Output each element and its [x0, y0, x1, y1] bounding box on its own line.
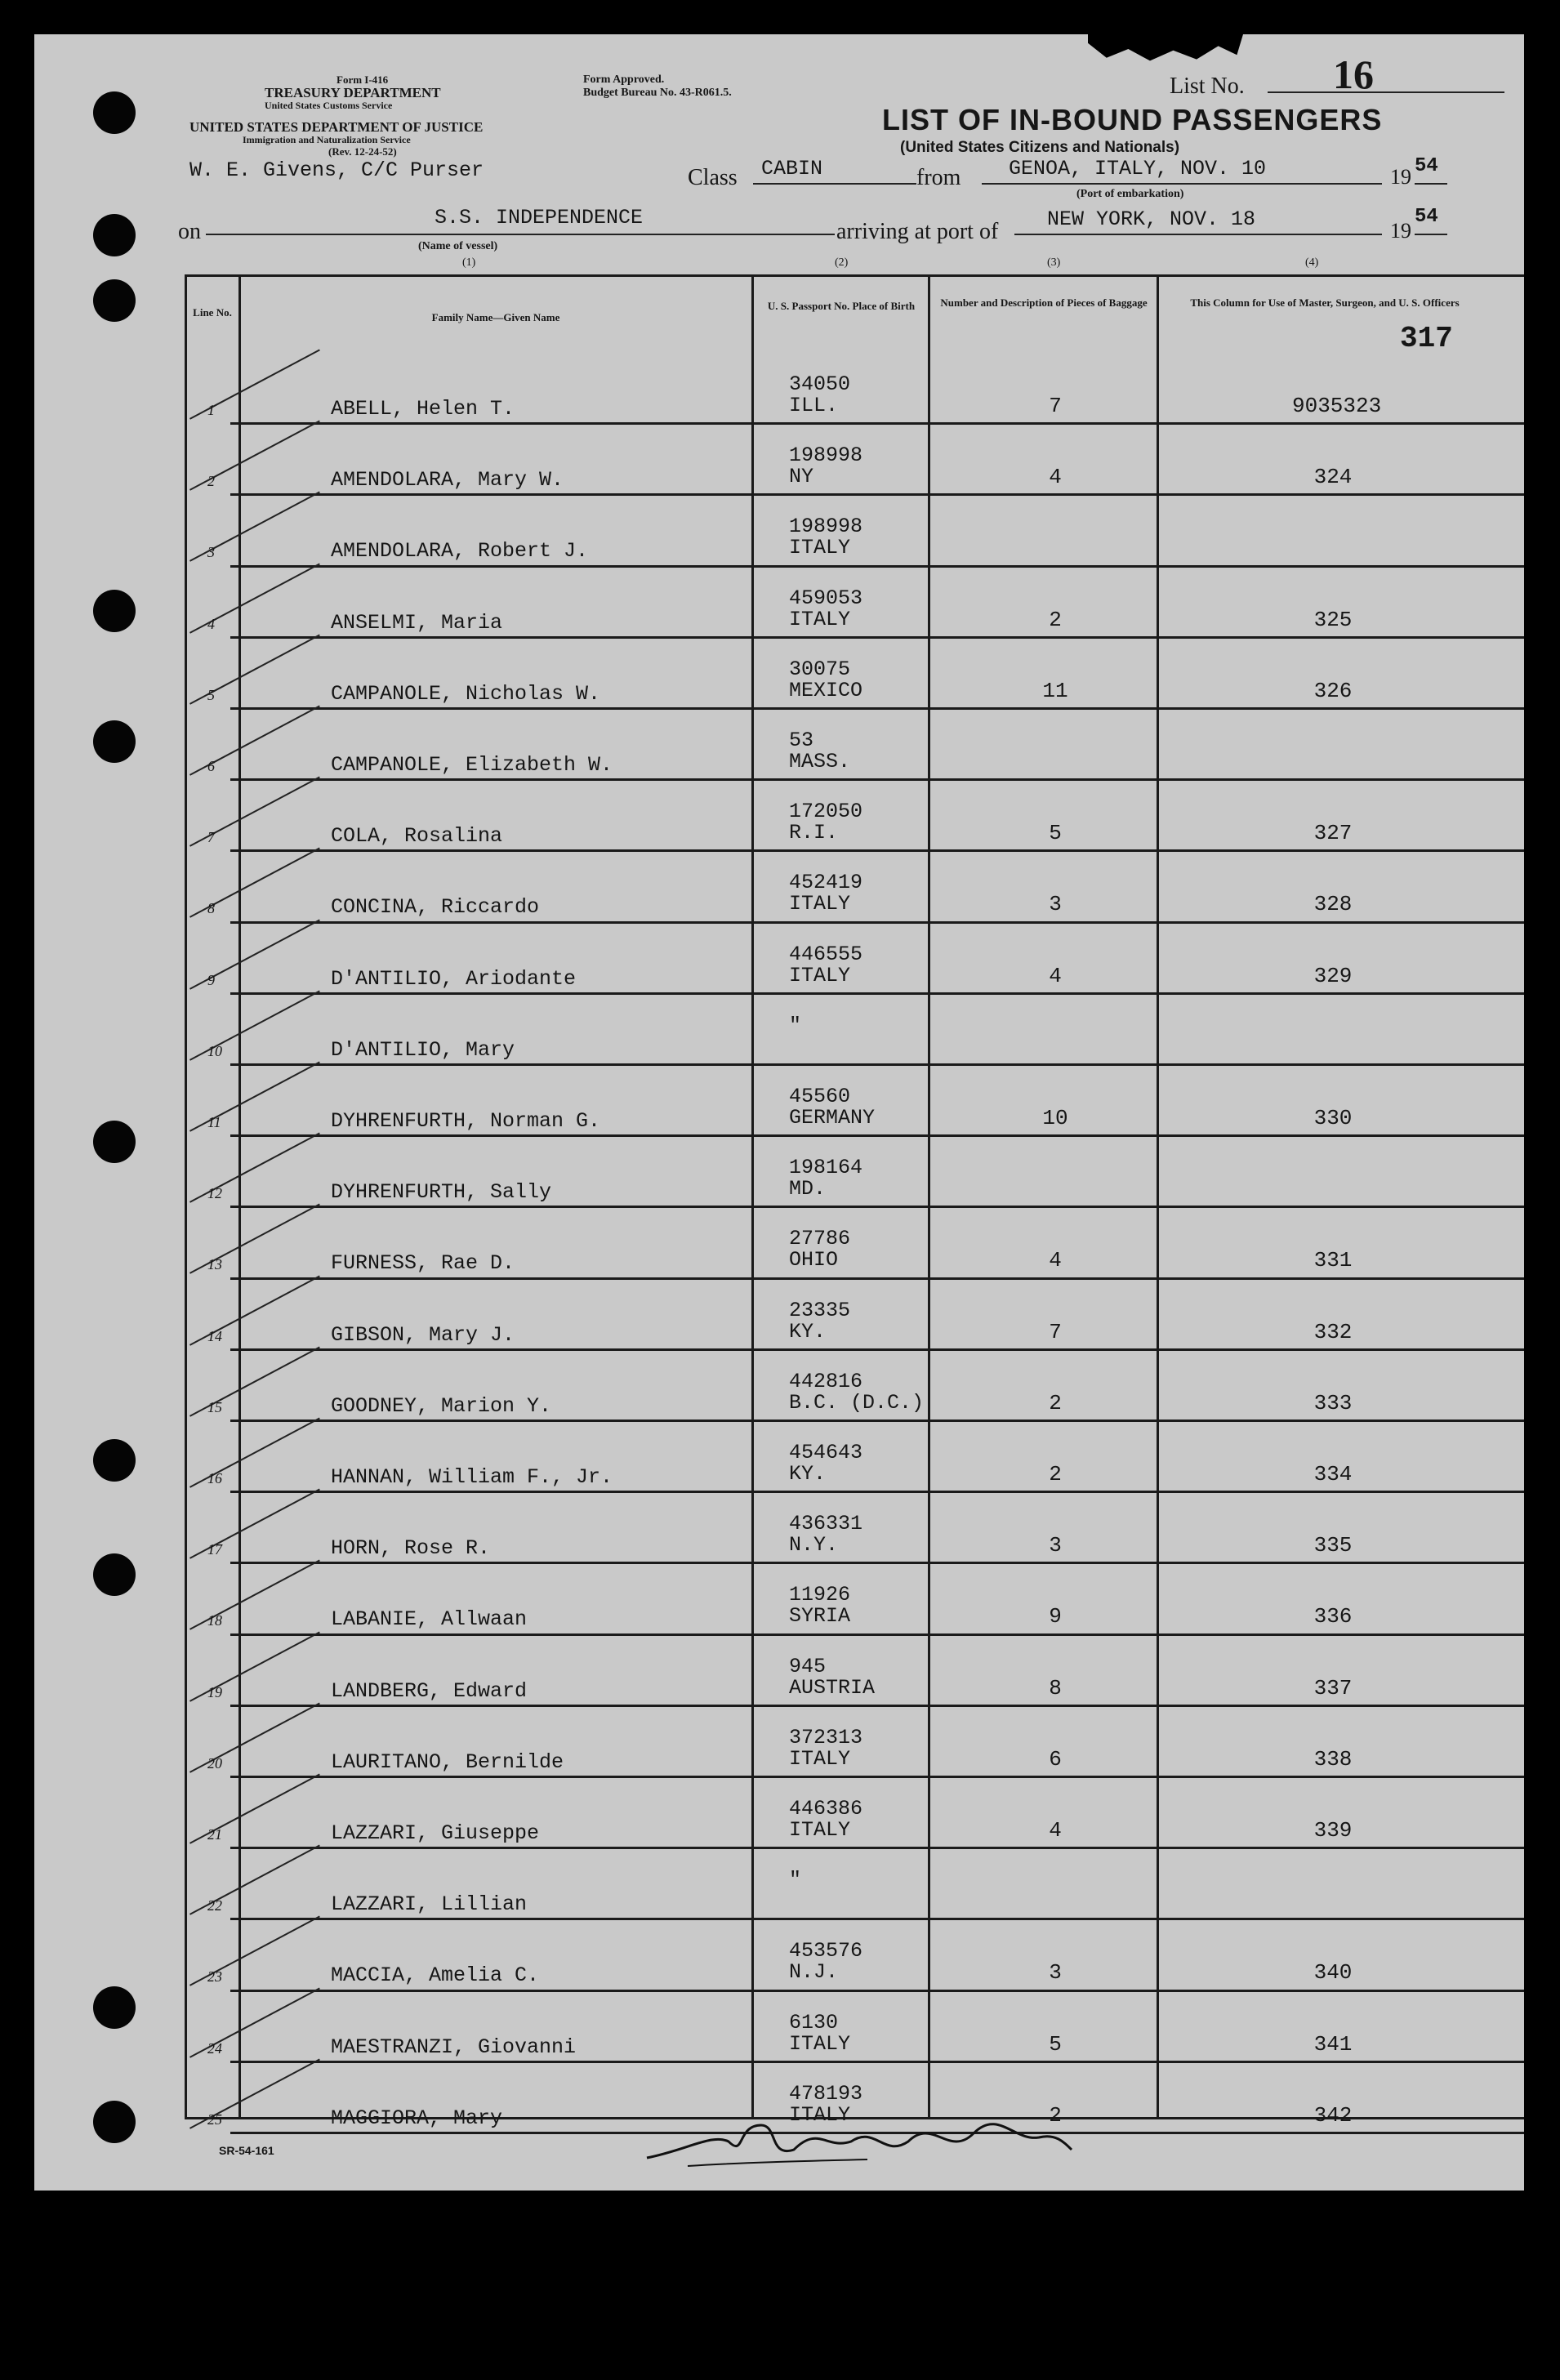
- passport-number: 454643: [789, 1441, 863, 1464]
- officer-number: 335: [1313, 1533, 1353, 1558]
- officer-number: 330: [1313, 1106, 1353, 1130]
- place-of-birth: R.I.: [789, 821, 839, 845]
- row-rule: [230, 1633, 1524, 1636]
- officer-number: 331: [1313, 1248, 1353, 1273]
- baggage-count: 3: [1049, 1960, 1062, 1986]
- passenger-name: HORN, Rose R.: [331, 1536, 491, 1561]
- officer-number: 338: [1313, 1746, 1353, 1772]
- line-number: 21: [207, 1826, 222, 1843]
- place-of-birth: ITALY: [789, 1818, 851, 1842]
- vessel-line: [206, 234, 835, 235]
- baggage-count: 4: [1049, 963, 1062, 988]
- place-of-birth: KY.: [789, 1462, 827, 1486]
- line-number: 8: [207, 900, 215, 917]
- place-of-birth: MASS.: [789, 750, 851, 773]
- passenger-name: GOODNEY, Marion Y.: [331, 1393, 552, 1418]
- passenger-name: LABANIE, Allwaan: [331, 1607, 528, 1632]
- passenger-name: DYHRENFURTH, Sally: [331, 1180, 552, 1205]
- row-rule: [230, 1134, 1524, 1137]
- row-rule: [230, 422, 1524, 425]
- officer-number: 339: [1313, 1818, 1353, 1843]
- passport-number: 452419: [789, 871, 863, 895]
- baggage-count: 4: [1049, 465, 1062, 490]
- baggage-count: 2: [1049, 607, 1062, 632]
- place-of-birth: AUSTRIA: [789, 1675, 876, 1700]
- passport-number: 945: [789, 1654, 827, 1678]
- passenger-name: LAZZARI, Lillian: [331, 1892, 528, 1917]
- officer-number: 9035323: [1292, 394, 1382, 418]
- arrival-value: NEW YORK, NOV. 18: [1047, 207, 1256, 231]
- place-of-birth: ILL.: [789, 394, 839, 417]
- punch-hole: [93, 1439, 136, 1482]
- form-code: SR-54-161: [219, 2144, 274, 2157]
- year-value: 54: [1415, 206, 1438, 228]
- officer-number: 332: [1313, 1319, 1353, 1344]
- passport-number: 198998: [789, 515, 863, 539]
- page-title: LIST OF IN-BOUND PASSENGERS: [882, 103, 1383, 136]
- budget-bureau: Budget Bureau No. 43-R061.5.: [583, 87, 732, 99]
- baggage-count: 11: [1042, 678, 1068, 703]
- line-number: 16: [207, 1470, 222, 1486]
- punch-hole: [93, 1986, 136, 2029]
- place-of-birth: B.C. (D.C.): [789, 1390, 925, 1415]
- class-line: [753, 183, 916, 185]
- column-number: (4): [1305, 256, 1319, 269]
- line-number: 15: [207, 1398, 222, 1415]
- place-of-birth: N.Y.: [789, 1533, 839, 1558]
- line-number: 6: [207, 758, 215, 774]
- column-number: (2): [835, 256, 849, 269]
- passenger-name: MAGGIORA, Mary: [331, 2106, 503, 2130]
- row-rule: [230, 493, 1524, 496]
- from-line: [982, 183, 1382, 185]
- baggage-count: 5: [1049, 821, 1062, 846]
- manifest-page: [34, 34, 1524, 2191]
- signature: [639, 2093, 1080, 2191]
- year-line: [1415, 183, 1447, 185]
- passport-number: ": [789, 1868, 802, 1892]
- from-value: GENOA, ITALY, NOV. 10: [1009, 157, 1267, 181]
- table-top-rule: [185, 274, 1524, 277]
- passenger-name: CAMPANOLE, Nicholas W.: [331, 681, 601, 706]
- baggage-count: 6: [1049, 1746, 1062, 1772]
- passenger-name: AMENDOLARA, Mary W.: [331, 468, 564, 492]
- arriving-label: arriving at port of: [836, 219, 999, 244]
- passenger-name: AMENDOLARA, Robert J.: [331, 539, 589, 564]
- place-of-birth: SYRIA: [789, 1604, 851, 1629]
- punch-hole: [93, 2101, 136, 2143]
- passenger-name: CAMPANOLE, Elizabeth W.: [331, 753, 613, 777]
- passport-number: 442816: [789, 1369, 863, 1393]
- form-number: Form I-416: [337, 74, 389, 86]
- row-rule: [230, 1348, 1524, 1351]
- baggage-count: 7: [1049, 394, 1062, 418]
- place-of-birth: GERMANY: [789, 1106, 876, 1130]
- passenger-name: ANSELMI, Maria: [331, 610, 503, 635]
- punch-hole: [93, 91, 136, 134]
- passenger-name: LAURITANO, Bernilde: [331, 1749, 564, 1774]
- passport-number: 27786: [789, 1227, 851, 1251]
- row-rule: [230, 1990, 1524, 1992]
- line-number: 23: [207, 1968, 222, 1986]
- officer-number: 340: [1313, 1960, 1353, 1986]
- passenger-name: GIBSON, Mary J.: [331, 1322, 515, 1347]
- embark-caption: (Port of embarkation): [1076, 188, 1184, 200]
- column-number: (1): [462, 256, 476, 269]
- line-number: 18: [207, 1612, 222, 1629]
- place-of-birth: MEXICO: [789, 678, 863, 702]
- column-divider: [1157, 274, 1159, 2119]
- line-number: 17: [207, 1541, 222, 1558]
- torn-corner: [1088, 34, 1243, 64]
- officer-number: 336: [1313, 1604, 1353, 1629]
- vessel-caption: (Name of vessel): [418, 240, 498, 252]
- baggage-count: 2: [1049, 1390, 1062, 1415]
- row-rule: [230, 1918, 1524, 1920]
- doj-title: UNITED STATES DEPARTMENT OF JUSTICE: [189, 119, 484, 135]
- line-number: 24: [207, 2039, 222, 2057]
- passenger-name: FURNESS, Rae D.: [331, 1251, 515, 1276]
- passenger-name: CONCINA, Riccardo: [331, 895, 540, 920]
- line-number: 10: [207, 1042, 222, 1059]
- passport-number: 453576: [789, 1939, 863, 1963]
- baggage-count: 9: [1049, 1604, 1062, 1629]
- purser: W. E. Givens, C/C Purser: [189, 158, 484, 182]
- row-rule: [230, 849, 1524, 852]
- passenger-name: D'ANTILIO, Mary: [331, 1037, 515, 1062]
- vessel-name: S.S. INDEPENDENCE: [435, 206, 644, 230]
- row-rule: [230, 707, 1524, 710]
- line-number: 7: [207, 829, 215, 846]
- baggage-count: 5: [1049, 2031, 1062, 2057]
- punch-hole: [93, 1121, 136, 1163]
- passport-number: ": [789, 1013, 802, 1037]
- row-rule: [230, 992, 1524, 995]
- row-rule: [230, 636, 1524, 639]
- customs-service: United States Customs Service: [265, 100, 393, 111]
- line-number: 12: [207, 1185, 222, 1202]
- passport-number: 198998: [789, 443, 863, 468]
- column-divider: [238, 274, 241, 2119]
- passenger-name: ABELL, Helen T.: [331, 397, 515, 421]
- column-number: (3): [1047, 256, 1061, 269]
- arrival-line: [1014, 234, 1382, 235]
- passenger-name: COLA, Rosalina: [331, 824, 503, 849]
- baggage-count: 4: [1049, 1818, 1062, 1843]
- passenger-name: HANNAN, William F., Jr.: [331, 1465, 613, 1489]
- line-number: 4: [207, 615, 215, 632]
- line-number: 19: [207, 1683, 222, 1700]
- table-left-border: [185, 274, 187, 2119]
- list-number: 16: [1333, 51, 1374, 97]
- place-of-birth: ITALY: [789, 536, 851, 560]
- row-rule: [230, 1063, 1524, 1066]
- passport-number: 6130: [789, 2010, 839, 2035]
- passport-number: 30075: [789, 657, 851, 681]
- revision-date: (Rev. 12-24-52): [328, 145, 397, 158]
- row-rule: [230, 2061, 1524, 2063]
- place-of-birth: NY: [789, 465, 814, 489]
- passport-number: 446555: [789, 942, 863, 966]
- page-subtitle: (United States Citizens and Nationals): [900, 139, 1180, 156]
- baggage-count: 4: [1049, 1248, 1062, 1273]
- passport-number: 478193: [789, 2081, 863, 2106]
- header-name: Family Name—Given Name: [431, 311, 560, 323]
- officer-number: 341: [1313, 2031, 1353, 2057]
- header-officers: This Column for Use of Master, Surgeon, and U. S. Officers: [1190, 296, 1460, 309]
- passport-number: 45560: [789, 1085, 851, 1108]
- line-number: 25: [207, 2110, 222, 2128]
- list-no-label: List No.: [1170, 74, 1245, 99]
- row-rule: [230, 1562, 1524, 1564]
- row-rule: [230, 1277, 1524, 1280]
- ins-title: Immigration and Naturalization Service: [243, 134, 411, 145]
- year-value: 54: [1415, 155, 1438, 177]
- passport-number: 372313: [789, 1725, 863, 1749]
- place-of-birth: OHIO: [789, 1248, 839, 1272]
- place-of-birth: ITALY: [789, 2102, 851, 2127]
- place-of-birth: ITALY: [789, 892, 851, 916]
- officer-stamp: 317: [1400, 322, 1453, 355]
- passport-number: 459053: [789, 586, 863, 610]
- row-rule: [230, 778, 1524, 781]
- officer-number: 334: [1313, 1462, 1353, 1486]
- baggage-count: 3: [1049, 892, 1062, 917]
- passport-number: 34050: [789, 372, 851, 396]
- punch-hole: [93, 590, 136, 632]
- line-number: 20: [207, 1754, 222, 1772]
- class-label: Class: [688, 165, 738, 190]
- line-number: 14: [207, 1327, 222, 1344]
- class-value: CABIN: [761, 157, 823, 181]
- place-of-birth: ITALY: [789, 1746, 851, 1771]
- row-rule: [230, 921, 1524, 924]
- header-baggage: Number and Description of Pieces of Baggage: [940, 296, 1148, 309]
- passenger-name: MACCIA, Amelia C.: [331, 1963, 540, 1988]
- treasury-dept: TREASURY DEPARTMENT: [265, 85, 441, 100]
- passport-number: 11926: [789, 1583, 851, 1607]
- column-divider: [751, 274, 754, 2119]
- officer-number: 324: [1313, 465, 1353, 490]
- officer-number: 337: [1313, 1675, 1353, 1700]
- officer-number: 328: [1313, 892, 1353, 917]
- row-rule: [230, 565, 1524, 568]
- place-of-birth: ITALY: [789, 2031, 851, 2056]
- line-number: 5: [207, 686, 215, 703]
- column-divider: [928, 274, 930, 2119]
- place-of-birth: MD.: [789, 1177, 827, 1201]
- line-number: 22: [207, 1897, 222, 1914]
- line-number: 11: [207, 1114, 221, 1130]
- passport-number: 198164: [789, 1156, 863, 1180]
- year-prefix: 19: [1390, 165, 1411, 189]
- baggage-count: 10: [1042, 1106, 1068, 1130]
- form-approved: Form Approved.: [583, 74, 665, 86]
- punch-hole: [93, 1553, 136, 1596]
- place-of-birth: KY.: [789, 1319, 827, 1344]
- place-of-birth: N.J.: [789, 1960, 839, 1985]
- passenger-name: LAZZARI, Giuseppe: [331, 1821, 540, 1845]
- passenger-name: D'ANTILIO, Ariodante: [331, 966, 577, 991]
- passenger-name: DYHRENFURTH, Norman G.: [331, 1109, 601, 1133]
- passport-number: 23335: [789, 1298, 851, 1322]
- header-line-no: Line No.: [193, 306, 232, 319]
- place-of-birth: ITALY: [789, 607, 851, 631]
- officer-number: 342: [1313, 2102, 1353, 2128]
- punch-hole: [93, 720, 136, 763]
- officer-number: 326: [1313, 678, 1353, 703]
- punch-hole: [93, 279, 136, 322]
- baggage-count: 3: [1049, 1533, 1062, 1558]
- line-number: 1: [207, 402, 215, 418]
- baggage-count: 2: [1049, 2102, 1062, 2128]
- punch-hole: [93, 214, 136, 256]
- officer-number: 327: [1313, 821, 1353, 846]
- list-no-line: [1268, 91, 1504, 93]
- row-rule: [230, 1420, 1524, 1422]
- passport-number: 436331: [789, 1512, 863, 1536]
- on-label: on: [178, 219, 201, 244]
- passport-number: 53: [789, 729, 814, 752]
- header-passport: U. S. Passport No. Place of Birth: [767, 300, 916, 312]
- row-rule: [230, 1776, 1524, 1778]
- officer-number: 329: [1313, 963, 1353, 988]
- baggage-count: 2: [1049, 1462, 1062, 1486]
- passenger-name: LANDBERG, Edward: [331, 1678, 528, 1703]
- row-rule: [230, 1705, 1524, 1707]
- line-number: 3: [207, 544, 215, 561]
- officer-number: 333: [1313, 1390, 1353, 1415]
- from-label: from: [916, 165, 961, 190]
- passport-number: 172050: [789, 800, 863, 824]
- passport-number: 446386: [789, 1797, 863, 1821]
- year-line: [1415, 234, 1447, 235]
- baggage-count: 8: [1049, 1675, 1062, 1700]
- line-number: 2: [207, 473, 215, 490]
- officer-number: 325: [1313, 607, 1353, 632]
- year-prefix: 19: [1390, 219, 1411, 243]
- place-of-birth: ITALY: [789, 963, 851, 987]
- line-number: 13: [207, 1256, 222, 1273]
- passenger-name: MAESTRANZI, Giovanni: [331, 2035, 577, 2059]
- row-rule: [230, 1491, 1524, 1493]
- row-rule: [230, 1847, 1524, 1849]
- line-number: 9: [207, 971, 215, 988]
- row-rule: [230, 1206, 1524, 1208]
- baggage-count: 7: [1049, 1319, 1062, 1344]
